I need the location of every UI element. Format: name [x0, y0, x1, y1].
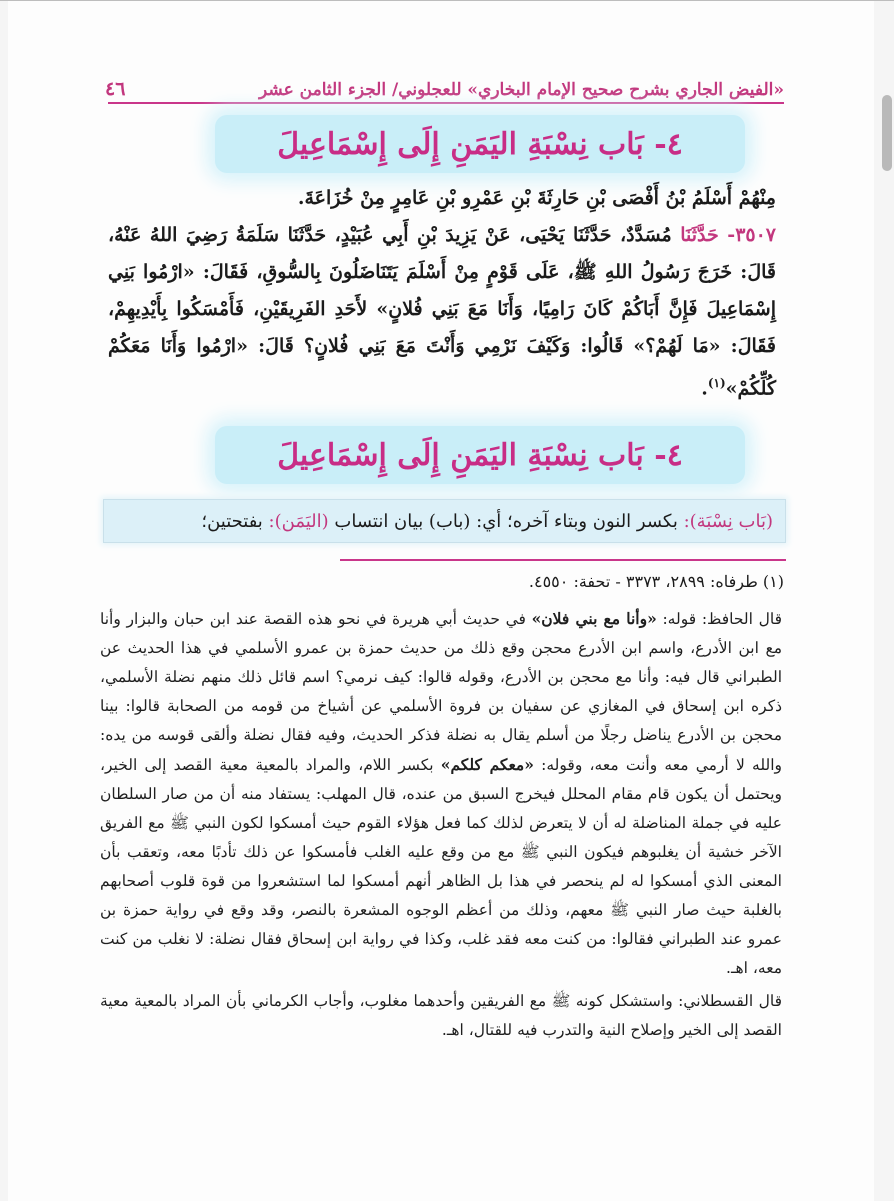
page-header	[105, 64, 784, 100]
scrollbar-thumb[interactable]	[882, 95, 892, 171]
page-number: ٤٦	[105, 78, 126, 100]
footnote-marker: (١)	[707, 376, 726, 390]
commentary	[100, 604, 782, 1045]
commentary-paragraph-2: قال القسطلاني: واستشكل كونه ﷺ مع الفريقين وأحدهما مغلوب، وأجاب الكرماني بأن المراد بالمعية معية القصد إلى الخير وإصلاح النية والتدرب فيه للقتال، اهـ.	[100, 992, 782, 1039]
header-divider	[108, 102, 784, 104]
explain-term-2: (اليَمَن):	[268, 510, 329, 532]
explanation-box	[103, 499, 786, 543]
chapter-title-repeat: ٤- بَاب نِسْبَةِ اليَمَنِ إِلَى إِسْمَاعِيلَ	[277, 437, 683, 473]
hadith-main: مُسَدَّدٌ، حَدَّثَنَا يَحْيَى، عَنْ يَزِيدَ بْنِ أَبِي عُبَيْدٍ، حَدَّثَنَا سَلَمَةُ رَضِيَ اللهُ عَنْهُ، قَالَ: خَرَجَ رَسُولُ اللهِ ﷺ، عَلَى قَوْمٍ مِنْ أَسْلَمَ يَتَنَاضَلُونَ بِالسُّوقِ، فَقَالَ: «ارْمُوا بَنِي إِسْمَاعِيلَ فَإِنَّ أَبَاكُمْ كَانَ رَامِيًا، وَأَنَا مَعَ بَنِي فُلانٍ» لأَحَدِ الفَرِيقَيْنِ، فَأَمْسَكُوا بِأَيْدِيهِمْ، فَقَالَ: «مَا لَهُمْ؟» قَالُوا: وَكَيْفَ نَرْمِي وَأَنْتَ مَعَ بَنِي فُلانٍ؟ قَالَ: «ارْمُوا وَأَنَا مَعَكُمْ كُلِّكُمْ»	[108, 224, 776, 400]
footnote: (١) طرفاه: ٢٨٩٩، ٣٣٧٣ - تحفة: ٤٥٥٠.	[528, 572, 784, 591]
commentary-text: قال الحافظ: قوله:	[656, 610, 782, 628]
chapter-title: ٤- بَاب نِسْبَةِ اليَمَنِ إِلَى إِسْمَاعِيلَ	[277, 126, 683, 162]
chapter-heading-top	[215, 115, 745, 173]
hadith-text	[108, 180, 776, 407]
commentary-quote: «وأنا مع بني فلان»	[531, 609, 657, 628]
commentary-quote: «معكم كلكم»	[440, 755, 534, 774]
hadith-end: .	[701, 377, 708, 400]
explain-term: (بَاب نِسْبَة):	[683, 510, 773, 532]
explain-text-2: بفتحتين؛	[201, 510, 269, 532]
footnote-divider	[340, 559, 786, 561]
commentary-text: بكسر اللام، والمراد بالمعية معية القصد إلى الخير، ويحتمل أن يكون قام مقام المحلل فيخرج السبق من عنده، قال المهلب: يستفاد منه أن من صار السلطان عليه في جملة المناضلة له أن لا يتعرض لذلك كما فعل هؤلاء القوم حيث أمسكوا لكون النبي ﷺ مع الفريق الآخر خشية أن يغلبوهم فيكون النبي ﷺ مع من وقع عليه الغلب فأمسكوا عن ذلك تأدبًا معه، وتعقب بأن المعنى الذي أمسكوا له لم ينحصر في هذا بل الظاهر أنهم أمسكوا لما استشعروا من قوة قلوب أصحابهم بالغلبة حيث صار النبي ﷺ معهم، وذلك من أعظم الوجوه المشعرة بالنصر، وقد وقع في رواية حمزة بن عمرو عند الطبراني فقالوا: من كنت معه فقد غلب، وكذا في رواية ابن إسحاق فقال نضلة: لا نغلب من كنت معه، اهـ.	[100, 756, 782, 977]
explain-text-1: بكسر النون وبتاء آخره؛ أي: (باب) بيان انتساب	[328, 510, 684, 532]
hadith-body	[108, 217, 776, 407]
chapter-heading-commentary	[215, 426, 745, 484]
hadith-intro: مِنْهُمْ أَسْلَمُ بْنُ أَفْصَى بْنِ حَارِثَةَ بْنِ عَمْرِو بْنِ عَامِرٍ مِنْ خُزَاعَةَ.	[297, 187, 776, 209]
running-title: «الفيض الجاري بشرح صحيح الإمام البخاري» للعجلوني/ الجزء الثامن عشر	[259, 80, 784, 100]
hadith-number: ٣٥٠٧- حَدَّثَنَا	[680, 224, 777, 246]
commentary-text: في حديث أبي هريرة في نحو هذه القصة عند ابن حبان والبزار وأنا مع ابن الأدرع، واسم ابن الأدرع محجن وقع ذلك من حديث حمزة بن عمرو الأسلمي في هذا الحديث عن الطبراني قال فيه: وأنا مع محجن بن الأدرع، وقوله قالوا: كيف نرمي؟ اسم قائل ذلك منهم نضلة الأسلمي، ذكره ابن إسحاق في المغازي عن سفيان بن فروة الأسلمي عن أشياخ من قومه من الصحابة قالوا: بينا محجن بن الأدرع يناضل رجلًا من أسلم يقال به نضلة فذكر الحديث، وفيه فقال نضلة وألقى قوسه من يده: والله لا أرمي معه وأنت معه، وقوله:	[100, 610, 782, 774]
commentary-paragraph-1	[100, 604, 782, 983]
